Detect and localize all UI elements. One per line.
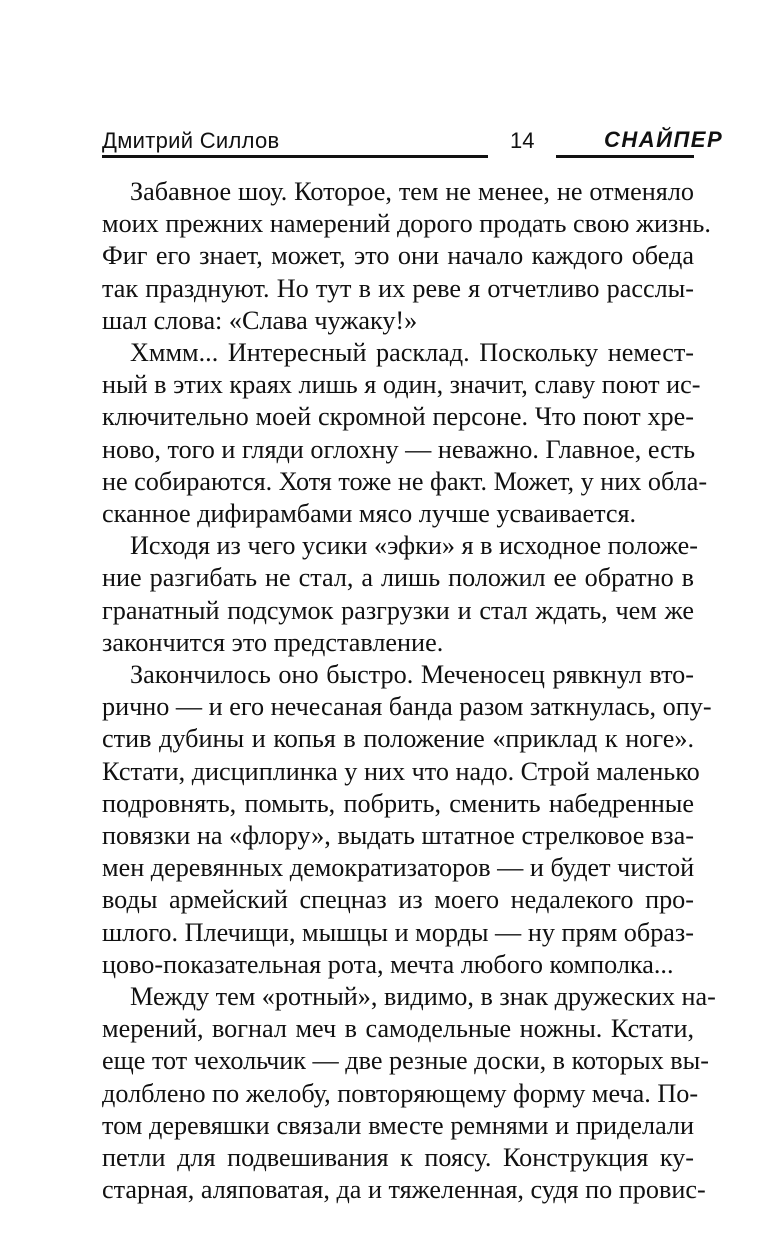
text-line: том деревяшки связали вместе ремнями и приделали xyxy=(102,1110,694,1140)
page-body xyxy=(102,176,716,1207)
text-line: ный в этих краях лишь я один, значит, славу поют ис- xyxy=(102,370,701,400)
text-line: так празднуют. Но тут в их реве я отчетливо расслы- xyxy=(102,273,694,303)
text-line: Между тем «ротный», видимо, в знак дружеских на- xyxy=(130,982,716,1012)
paragraph xyxy=(102,530,699,659)
header-rule-left xyxy=(102,155,488,158)
text-line: гранатный подсумок разгрузки и стал ждать, чем же xyxy=(102,595,694,625)
text-line: шал слова: «Слава чужаку!» xyxy=(102,305,418,335)
text-line: шлого. Плечищи, мышцы и морды — ну прям образ- xyxy=(102,917,694,947)
text-line: сканное дифирамбами мясо лучше усваивается. xyxy=(102,499,637,529)
text-line: старная, аляповатая, да и тяжеленная, судя по провис- xyxy=(102,1175,706,1205)
text-line: Кстати, дисциплинка у них что надо. Строй маленько xyxy=(102,756,700,786)
text-line: воды армейский спецназ из моего недалекого про- xyxy=(102,885,694,915)
text-line: долблено по желобу, повторяющему форму меча. По- xyxy=(102,1078,699,1108)
text-line: стив дубины и копья в положение «приклад к ноге». xyxy=(102,724,694,754)
text-line: Исходя из чего усики «эфки» я в исходное положе- xyxy=(130,531,699,561)
text-line: Фиг его знает, может, это они начало каждого обеда xyxy=(102,241,694,271)
author-name: Дмитрий Силлов xyxy=(102,128,280,153)
text-line: моих прежних намерений дорого продать свою жизнь. xyxy=(102,209,711,239)
text-line: не собираются. Хотя тоже не факт. Может, у них обла- xyxy=(102,466,708,496)
paragraph xyxy=(102,176,711,337)
text-line: петли для подвешивания к поясу. Конструкция ку- xyxy=(102,1143,694,1173)
text-line: мен деревянных демократизаторов — и будет чистой xyxy=(102,853,695,883)
paragraph xyxy=(102,981,716,1206)
header-rule-right xyxy=(556,155,694,158)
text-line: Закончилось оно быстро. Меченосец рявкнул вто- xyxy=(130,660,694,690)
text-line: ново, того и гляди оглохну — неважно. Главное, есть xyxy=(102,434,696,464)
text-line: Хммм... Интересный расклад. Поскольку немест- xyxy=(130,338,694,368)
text-line: рично — и его нечесаная банда разом заткнулась, опу- xyxy=(102,692,712,722)
paragraph xyxy=(102,337,708,530)
page-number: 14 xyxy=(510,128,535,153)
running-header xyxy=(0,0,768,160)
text-line: цово-показательная рота, мечта любого комполка... xyxy=(102,949,674,979)
text-line: подровнять, помыть, побрить, сменить набедренные xyxy=(102,788,694,818)
text-line: мерений, вогнал меч в самодельные ножны. Кстати, xyxy=(102,1014,694,1044)
text-line: ние разгибать не стал, а лишь положил ее обратно в xyxy=(102,563,694,593)
text-line: закончится это представление. xyxy=(102,627,444,657)
text-line: повязки на «флору», выдать штатное стрелковое вза- xyxy=(102,821,694,851)
text-line: еще тот чехольчик — две резные доски, в которых вы- xyxy=(102,1046,709,1076)
text-line: ключительно моей скромной персоне. Что поют хре- xyxy=(102,402,694,432)
book-title: СНАЙПЕР xyxy=(604,127,724,152)
paragraph xyxy=(102,659,712,981)
text-line: Забавное шоу. Которое, тем не менее, не отменяло xyxy=(130,177,694,206)
